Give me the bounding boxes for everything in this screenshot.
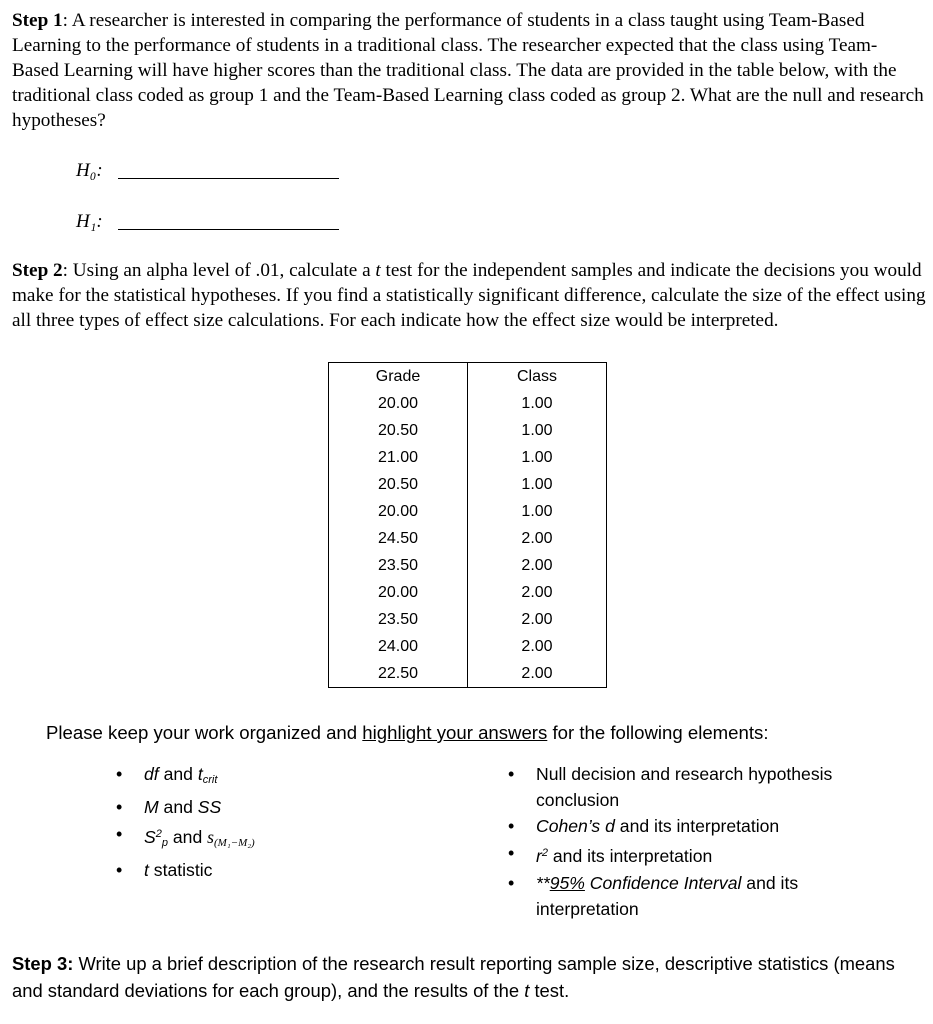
list-item-r-squared [508, 840, 898, 870]
step1-text: : A researcher is interested in comparing the performance of students in a class taught using Team-Based Learning to the performance of students in a traditional class. The researcher expected that the class using Team-Based Learning will have higher scores than the traditional class. The data are provided in the table below, with the traditional class coded as group 1 and the Team-Based Learning class coded as group 2. What are the null and research hypotheses? [12, 10, 924, 131]
sm-sub: (M₁−M₂) [214, 837, 255, 849]
df-text: df [144, 764, 159, 784]
ci-rest: and its interpretation [536, 873, 799, 919]
class-cell: 1.00 [468, 390, 607, 417]
tstat-rest: statistic [148, 860, 213, 880]
list-item-m-ss [116, 794, 255, 821]
table-row [329, 633, 607, 660]
ss-text: SS [197, 797, 222, 817]
grade-cell: 20.50 [329, 417, 468, 444]
table-row [329, 471, 607, 498]
data-table [328, 362, 607, 688]
grade-cell: 22.50 [329, 660, 468, 688]
table-row [329, 606, 607, 633]
table-row [329, 390, 607, 417]
table-body [329, 390, 607, 688]
null-hypothesis-label: H₀: [76, 160, 103, 181]
and-text: and [168, 827, 208, 847]
ci-percent: 95% [549, 873, 585, 893]
ci-stars: ** [536, 873, 550, 893]
step3-text-a: Write up a brief description of the research result reporting sample size, descriptive statistics (means and standard deviations for each group), and the results of the [12, 953, 895, 1001]
r2-sup: 2 [541, 847, 548, 859]
class-cell: 1.00 [468, 444, 607, 471]
grade-cell: 24.50 [329, 525, 468, 552]
null-hypothesis-blank[interactable] [118, 178, 339, 179]
and-text: and [158, 797, 198, 817]
grade-header: Grade [329, 363, 468, 391]
class-cell: 2.00 [468, 552, 607, 579]
ci-text: Confidence Interval [584, 873, 742, 893]
table-header-row [329, 363, 607, 391]
list-item-s2p-sm [116, 821, 255, 857]
table-row [329, 417, 607, 444]
grade-cell: 24.00 [329, 633, 468, 660]
table-row [329, 444, 607, 471]
grade-cell: 23.50 [329, 552, 468, 579]
table-row [329, 660, 607, 688]
step2-paragraph [12, 258, 927, 333]
instructions-highlight: highlight your answers [362, 722, 548, 743]
list-item-cohens-d [508, 813, 898, 840]
and-text: and [158, 764, 198, 784]
right-elements-list [508, 761, 898, 922]
s2p-s: S [144, 827, 156, 847]
step3-paragraph [12, 950, 922, 1004]
tcrit-sub: crit [202, 774, 218, 786]
tstat-t: t [144, 860, 149, 880]
instructions-prefix: Please keep your work organized and [46, 722, 363, 743]
null-decision-text: Null decision and research hypothesis conclusion [536, 764, 833, 810]
research-hypothesis-blank[interactable] [118, 229, 339, 230]
list-item-null-decision [508, 761, 898, 813]
class-cell: 2.00 [468, 579, 607, 606]
class-cell: 2.00 [468, 633, 607, 660]
list-item-df-tcrit [116, 761, 255, 794]
step3-t: t [524, 980, 530, 1001]
class-cell: 1.00 [468, 471, 607, 498]
grade-cell: 23.50 [329, 606, 468, 633]
grade-cell: 21.00 [329, 444, 468, 471]
sm-s: s [207, 827, 214, 847]
step2-label: Step 2 [12, 260, 63, 281]
table-row [329, 552, 607, 579]
m-text: M [144, 797, 159, 817]
instructions-suffix: for the following elements: [547, 722, 769, 743]
class-cell: 2.00 [468, 525, 607, 552]
cohens-d-text: Cohen’s d [536, 816, 615, 836]
grade-cell: 20.00 [329, 390, 468, 417]
step3-text-b: test. [529, 980, 570, 1001]
step3-label: Step 3: [12, 953, 74, 974]
class-cell: 1.00 [468, 498, 607, 525]
r2-r: r [536, 846, 542, 866]
grade-cell: 20.50 [329, 471, 468, 498]
step1-label: Step 1 [12, 10, 63, 31]
instructions-line [46, 722, 769, 744]
tcrit-t: t [197, 764, 203, 784]
cohens-d-rest: and its interpretation [614, 816, 780, 836]
class-cell: 2.00 [468, 660, 607, 688]
s2p-sup: 2 [155, 828, 162, 840]
table-row [329, 498, 607, 525]
step2-text-b: test for the independent samples and indicate the decisions you would make for the statistical hypotheses. If you find a statistically significant difference, calculate the size of the effect using all three types of effect size calculations. For each indicate how the effect size would be interpreted. [12, 260, 926, 331]
grade-cell: 20.00 [329, 498, 468, 525]
step1-paragraph [12, 8, 924, 133]
table-row [329, 579, 607, 606]
step2-text-a: : Using an alpha level of .01, calculate a [62, 260, 376, 281]
class-cell: 2.00 [468, 606, 607, 633]
list-item-t-statistic [116, 857, 255, 884]
step2-t: t [375, 260, 381, 281]
grade-cell: 20.00 [329, 579, 468, 606]
r2-rest: and its interpretation [547, 846, 713, 866]
table-row [329, 525, 607, 552]
research-hypothesis-label: H₁: [76, 211, 103, 232]
class-header: Class [468, 363, 607, 391]
left-elements-list [116, 761, 255, 884]
list-item-confidence-interval [508, 870, 898, 922]
class-cell: 1.00 [468, 417, 607, 444]
s2p-p: p [161, 837, 168, 849]
